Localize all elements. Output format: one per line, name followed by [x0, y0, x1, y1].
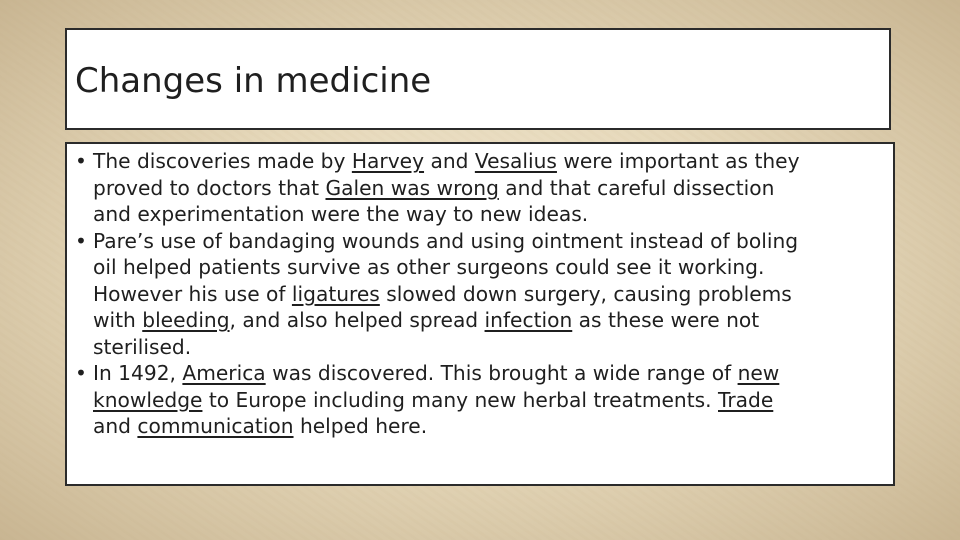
underlined-term: communication — [137, 414, 294, 438]
underlined-term: new — [737, 361, 780, 385]
underlined-term: Trade — [718, 387, 774, 412]
bullet-item — [75, 228, 883, 361]
underlined-term: infection — [484, 308, 573, 332]
underlined-term: Harvey — [351, 149, 425, 173]
text-run: The discoveries made by — [93, 149, 352, 173]
text-line — [93, 413, 883, 440]
underlined-term: Vesalius — [474, 149, 557, 173]
text-run: However his use of — [93, 281, 292, 306]
text-run: and experimentation were the way to new ideas. — [93, 202, 589, 226]
underlined-term: Galen was wrong — [325, 175, 499, 200]
text-line — [93, 360, 883, 387]
text-line — [93, 254, 883, 281]
bullet-item — [75, 148, 883, 228]
text-run: as these were not — [572, 308, 760, 332]
text-run: slowed down surgery, causing problems — [379, 281, 792, 306]
text-run: was discovered. This brought a wide range of — [265, 361, 738, 385]
bullet-item — [75, 360, 883, 440]
text-run: , and also helped spread — [229, 308, 485, 332]
text-run: to Europe including many new herbal treatments. — [202, 387, 718, 412]
content-placeholder — [65, 142, 895, 486]
text-line — [93, 307, 883, 334]
text-line — [93, 387, 883, 414]
text-line — [93, 281, 883, 308]
text-run: and that careful dissection — [498, 175, 775, 200]
text-line — [93, 148, 883, 175]
text-run: In 1492, — [93, 361, 183, 385]
text-line — [93, 175, 883, 202]
text-run: Pare’s use of bandaging wounds and using ointment instead of boling — [93, 228, 799, 253]
text-run: sterilised. — [93, 334, 192, 359]
title-placeholder — [65, 28, 891, 130]
text-line — [93, 201, 883, 228]
bullet-list — [75, 148, 883, 440]
text-run: oil helped patients survive as other surgeons could see it working. — [93, 255, 765, 279]
underlined-term: bleeding — [142, 308, 230, 332]
text-run: with — [93, 308, 143, 332]
text-run: helped here. — [293, 414, 428, 438]
underlined-term: knowledge — [93, 387, 203, 412]
text-run: proved to doctors that — [93, 175, 326, 200]
text-line — [93, 228, 883, 255]
bullet-marker: • — [75, 228, 87, 253]
slide-title: Changes in medicine — [75, 61, 432, 101]
bullet-marker: • — [75, 361, 87, 385]
text-run: were important as they — [556, 149, 800, 173]
bullet-marker: • — [75, 149, 87, 173]
text-run: and — [93, 414, 138, 438]
underlined-term: ligatures — [291, 281, 380, 306]
text-line — [93, 334, 883, 361]
underlined-term: America — [182, 361, 266, 385]
text-run: and — [424, 149, 475, 173]
